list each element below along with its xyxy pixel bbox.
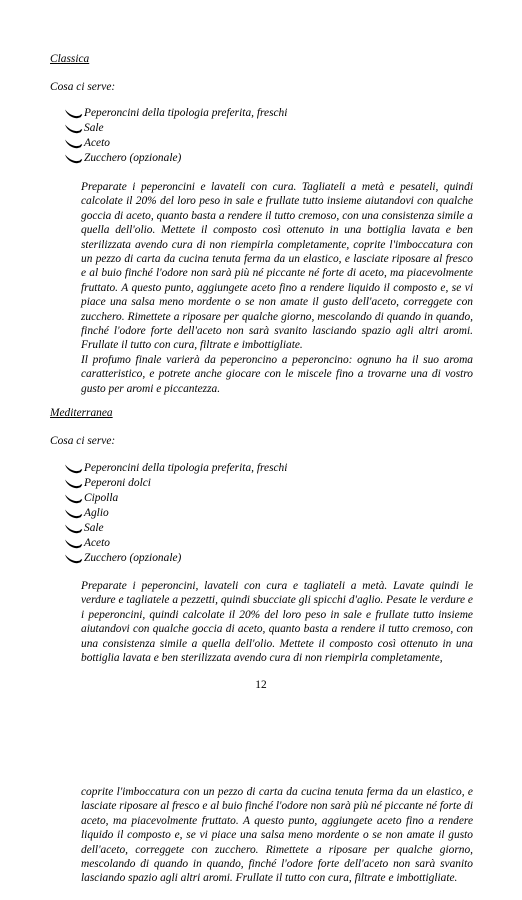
chili-pepper-icon	[64, 138, 83, 150]
list-item	[64, 121, 287, 136]
list-item	[64, 521, 287, 536]
recipe-text-classica	[81, 180, 473, 396]
paragraph: Preparate i peperoncini, lavateli con cura e tagliateli a metà. Lavate quindi le verdure e tagliatele a pezzetti, quindi sbucciate gli spicchi d'aglio. Pesate le verdure e i peperoncini, quindi calcolate il 20% del loro peso in sale e frullate tutto insieme aiutandovi con qualche goccia di aceto, quanto basta a rendere il tutto cremoso, con una consistenza simile a quella dell'olio. Mettete il composto così ottenuto in una bottiglia lavata e ben sterilizzata avendo cura di non riempirla completamente,	[81, 580, 473, 665]
ingredient-list-mediterranea	[64, 461, 287, 566]
chili-pepper-icon	[64, 123, 83, 135]
ingredient-text: Sale	[84, 122, 104, 134]
list-item	[64, 506, 287, 521]
ingredient-text: Peperoni dolci	[84, 477, 151, 489]
ingredients-heading: Cosa ci serve:	[50, 435, 116, 447]
list-item	[64, 106, 287, 121]
chili-pepper-icon	[64, 478, 83, 490]
chili-pepper-icon	[64, 463, 83, 475]
chili-pepper-icon	[64, 153, 83, 165]
paragraph: Il profumo finale varierà da peperoncino a peperoncino: ognuno ha il suo aroma caratteristico, e potrete anche giocare con le miscele fino a trovarne una di vostro gusto per aromi e piccantezza.	[81, 353, 473, 395]
recipe-text-mediterranea	[81, 579, 473, 665]
ingredient-text: Cipolla	[84, 492, 119, 504]
ingredient-text: Aceto	[84, 537, 110, 549]
list-item	[64, 136, 287, 151]
ingredient-text: Zucchero (opzionale)	[84, 552, 182, 564]
chili-pepper-icon	[64, 493, 83, 505]
recipe-text-continuation	[81, 785, 473, 886]
chili-pepper-icon	[64, 523, 83, 535]
list-item	[64, 476, 287, 491]
paragraph: coprite l'imboccatura con un pezzo di carta da cucina tenuta ferma da un elastico, e lasciate riposare al fresco e al buio finché l'odore non sarà più né piccante né forte di aceto, ma piacevolmente fruttato. A questo punto, aggiungete aceto fino a rendere liquido il composto e, se vi piace una salsa meno mordente o se non amate il gusto dell'aceto, correggete con zucchero. Rimettete a riposare per qualche giorno, mescolando di quando in quando, finché l'odore forte dell'aceto non sarà svanito lasciando spazio agli altri aromi. Frullate il tutto con cura, filtrate e imbottigliate.	[81, 786, 473, 885]
list-item	[64, 461, 287, 476]
ingredient-text: Sale	[84, 522, 104, 534]
ingredient-text: Peperoncini della tipologia preferita, freschi	[84, 462, 288, 474]
ingredients-heading: Cosa ci serve:	[50, 81, 116, 93]
section-title-classica: Classica	[50, 53, 90, 65]
list-item	[64, 151, 287, 166]
ingredient-list-classica	[64, 106, 287, 166]
list-item	[64, 536, 287, 551]
list-item	[64, 491, 287, 506]
page-number: 12	[255, 679, 267, 691]
ingredient-text: Zucchero (opzionale)	[84, 152, 182, 164]
ingredient-text: Aceto	[84, 137, 110, 149]
ingredient-text: Aglio	[84, 507, 109, 519]
chili-pepper-icon	[64, 508, 83, 520]
chili-pepper-icon	[64, 553, 83, 565]
paragraph: Preparate i peperoncini e lavateli con cura. Tagliateli a metà e pesateli, quindi calcolate il 20% del loro peso in sale e frullate tutto insieme aiutandovi con qualche goccia di aceto, quanto basta a rendere il tutto cremoso, con una consistenza simile a quella dell'olio. Mettete il composto così ottenuto in una bottiglia lavata e ben sterilizzata avendo cura di non riempirla completamente, coprite l'imboccatura con un pezzo di carta da cucina tenuta ferma da un elastico, e lasciate riposare al fresco e al buio finché l'odore non sarà più né piccante né forte di aceto, ma piacevolmente fruttato. A questo punto, aggiungete aceto fino a rendere liquido il composto e, se vi piace una salsa meno mordente o se non amate il gusto dell'aceto, correggete con zucchero. Rimettete a riposare per qualche giorno, mescolando di quando in quando, finché l'odore forte dell'aceto non sarà svanito lasciando spazio agli altri aromi. Frullate il tutto con cura, filtrate e imbottigliate.	[81, 181, 473, 352]
section-title-mediterranea: Mediterranea	[50, 407, 113, 419]
chili-pepper-icon	[64, 538, 83, 550]
list-item	[64, 551, 287, 566]
chili-pepper-icon	[64, 108, 83, 120]
ingredient-text: Peperoncini della tipologia preferita, freschi	[84, 107, 288, 119]
